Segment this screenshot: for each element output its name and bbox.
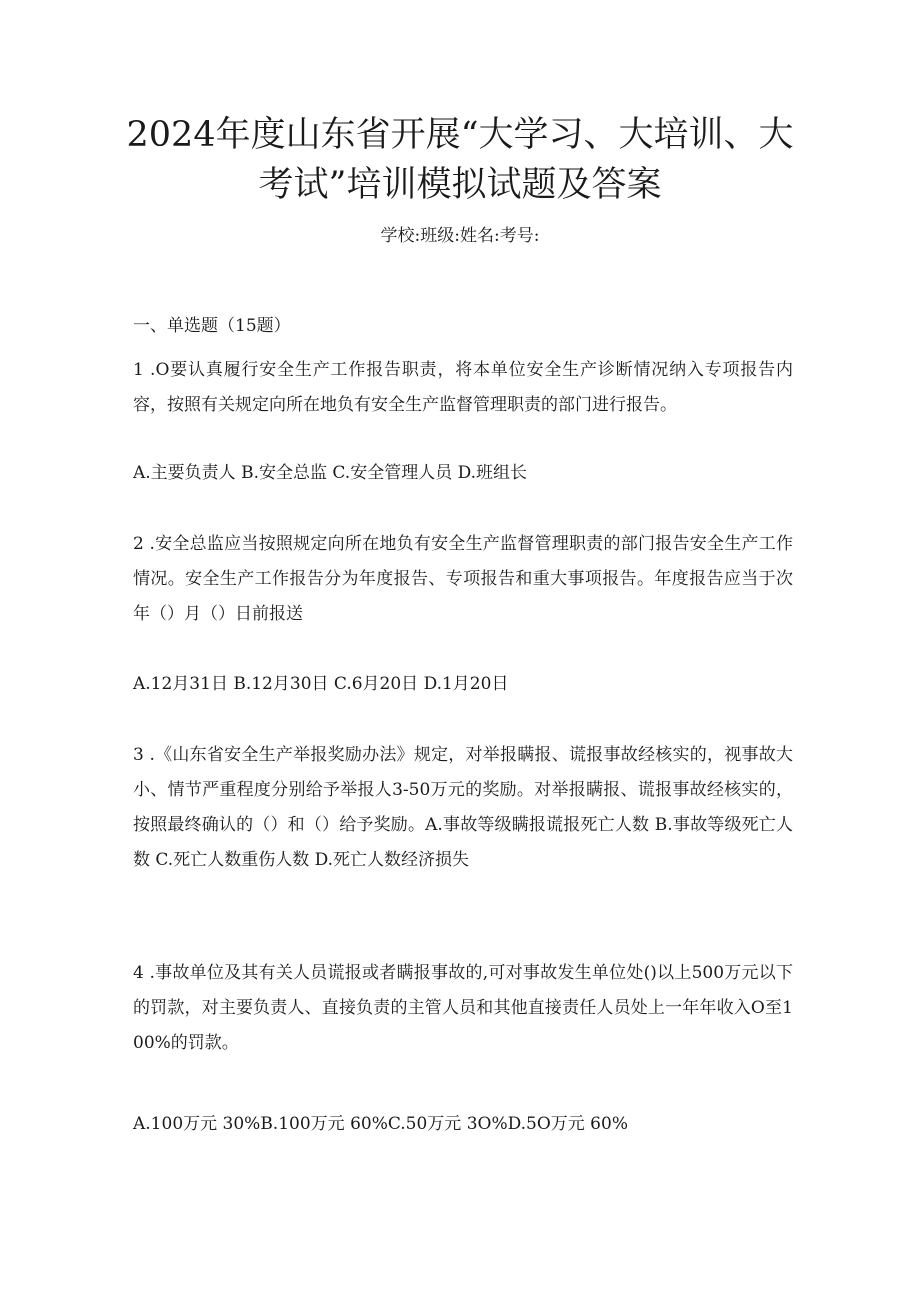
question-4-text: 4 .事故单位及其有关人员谎报或者瞒报事故的,可对事故发生单位处()以上500万元以下的罚款，对主要负责人、直接负责的主管人员和其他直接责任人员处上一年年收入O至100%的罚款。 bbox=[133, 963, 793, 1053]
question-1-options: A.主要负责人 B.安全总监 C.安全管理人员 D.班组长 bbox=[133, 463, 528, 483]
section-heading: 一、单选题（15题） bbox=[133, 316, 291, 336]
document-title: 2024年度山东省开展“大学习、大培训、大考试”培训模拟试题及答案 bbox=[126, 115, 794, 205]
question-1-text: 1 .O要认真履行安全生产工作报告职责，将本单位安全生产诊断情况纳入专项报告内容，按照有关规定向所在地负有安全生产监督管理职责的部门进行报告。 bbox=[133, 360, 793, 415]
question-4-options: A.100万元 30%B.100万元 60%C.50万元 3O%D.5O万元 60% bbox=[133, 1114, 628, 1134]
student-info-line: 学校:班级:姓名:考号: bbox=[380, 226, 540, 246]
question-3-text: 3 .《山东省安全生产举报奖励办法》规定，对举报瞒报、谎报事故经核实的，视事故大小、情节严重程度分别给予举报人3-50万元的奖励。对举报瞒报、谎报事故经核实的，按照最终确认的（）和（）给予奖励。A.事故等级瞒报谎报死亡人数 B.事故等级死亡人数 C.死亡人数重伤人数 D.死亡人数经济损失 bbox=[133, 745, 793, 870]
question-2-text: 2 .安全总监应当按照规定向所在地负有安全生产监督管理职责的部门报告安全生产工作情况。安全生产工作报告分为年度报告、专项报告和重大事项报告。年度报告应当于次年（）月（）日前报送 bbox=[133, 534, 793, 624]
question-2-options: A.12月31日 B.12月30日 C.6月20日 D.1月20日 bbox=[133, 674, 509, 694]
